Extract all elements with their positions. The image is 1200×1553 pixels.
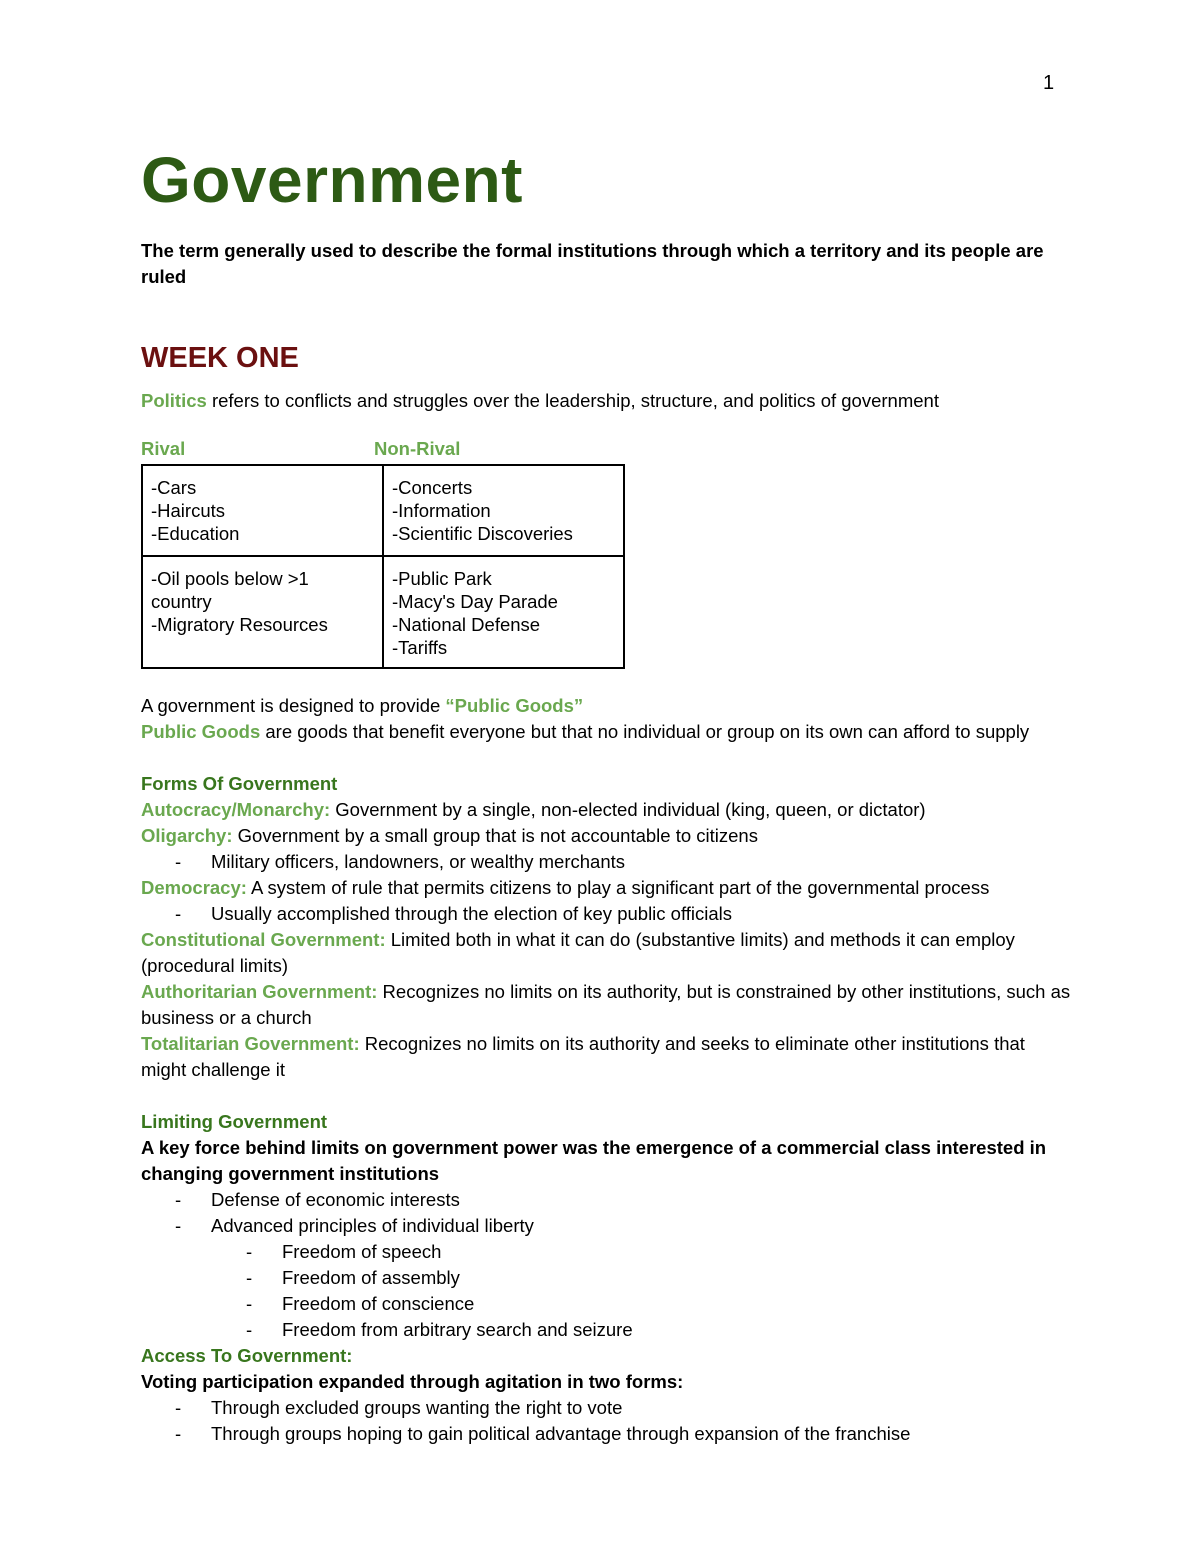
rival-table <box>141 464 625 669</box>
public-goods-definition <box>141 719 1071 745</box>
cell-item: -Cars <box>151 477 197 498</box>
forms-heading: Forms Of Government <box>141 773 338 794</box>
table-cell <box>142 556 383 668</box>
oligarchy-text: Government by a small group that is not accountable to citizens <box>232 825 758 846</box>
list-item: - Defense of economic interests <box>141 1187 1071 1213</box>
cell-item: -Concerts <box>392 477 473 498</box>
cell-item: -Education <box>151 523 240 544</box>
rival-table-headers <box>141 438 1071 464</box>
totalitarian-definition <box>141 1031 1071 1083</box>
title-definition: The term generally used to describe the formal institutions through which a territory and its people are ruled <box>141 240 1044 287</box>
politics-definition <box>141 388 1071 414</box>
public-goods-term: “Public Goods” <box>445 695 584 716</box>
sub-list-item: - Freedom of conscience <box>141 1291 1071 1317</box>
cell-item: -Oil pools below >1 country <box>151 568 309 612</box>
table-cell <box>383 465 624 556</box>
authoritarian-text: Recognizes no limits on its authority, but is constrained by other institutions, such as business or a church <box>141 981 1071 1028</box>
limiting-heading: Limiting Government <box>141 1111 328 1132</box>
democracy-text: A system of rule that permits citizens to play a significant part of the governmental process <box>246 877 990 898</box>
authoritarian-term: Authoritarian Government: <box>141 981 378 1002</box>
democracy-term: Democracy: <box>141 877 247 898</box>
constitutional-text: Limited both in what it can do (substantive limits) and methods it can employ (procedural limits) <box>141 929 1015 976</box>
autocracy-term: Autocracy/Monarchy: <box>141 799 331 820</box>
cell-item: -Macy's Day Parade <box>392 591 558 612</box>
cell-item: -Information <box>392 500 491 521</box>
table-row <box>142 556 624 668</box>
page-number: 1 <box>1043 72 1055 94</box>
oligarchy-definition <box>141 823 1071 849</box>
rival-header: Rival <box>141 438 186 459</box>
list-item: - Advanced principles of individual liberty <box>141 1213 1071 1239</box>
public-goods-def-text: are goods that benefit everyone but that no individual or group on its own can afford to supply <box>260 721 1030 742</box>
cell-item: -Public Park <box>392 568 492 589</box>
week-heading: WEEK ONE <box>141 342 299 374</box>
public-goods-def-term: Public Goods <box>141 721 261 742</box>
politics-term: Politics <box>141 390 207 411</box>
cell-item: -Haircuts <box>151 500 226 521</box>
sub-list-item: - Freedom from arbitrary search and seizure <box>141 1317 1071 1343</box>
sub-list-item: - Freedom of speech <box>141 1239 1071 1265</box>
oligarchy-term: Oligarchy: <box>141 825 233 846</box>
page-title: Government <box>141 144 523 216</box>
list-item: - Military officers, landowners, or wealthy merchants <box>141 849 1071 875</box>
list-item: - Through excluded groups wanting the right to vote <box>141 1395 1071 1421</box>
table-cell <box>383 556 624 668</box>
public-goods-intro <box>141 693 1071 719</box>
list-item: - Through groups hoping to gain political advantage through expansion of the franchise <box>141 1421 1071 1447</box>
cell-item: -National Defense <box>392 614 541 635</box>
democracy-definition <box>141 875 1071 901</box>
totalitarian-term: Totalitarian Government: <box>141 1033 360 1054</box>
access-heading: Access To Government: <box>141 1345 353 1366</box>
constitutional-definition <box>141 927 1071 979</box>
intro-text: A government is designed to provide <box>141 695 446 716</box>
cell-item: -Scientific Discoveries <box>392 523 573 544</box>
table-row <box>142 465 624 556</box>
constitutional-term: Constitutional Government: <box>141 929 386 950</box>
cell-item: -Migratory Resources <box>151 614 328 635</box>
cell-item: -Tariffs <box>392 637 448 658</box>
document-body <box>141 140 1071 1447</box>
autocracy-definition <box>141 797 1071 823</box>
access-lead: Voting participation expanded through agitation in two forms: <box>141 1371 684 1392</box>
non-rival-header: Non-Rival <box>374 438 461 459</box>
sub-list-item: - Freedom of assembly <box>141 1265 1071 1291</box>
list-item: - Usually accomplished through the election of key public officials <box>141 901 1071 927</box>
politics-text: refers to conflicts and struggles over the leadership, structure, and politics of government <box>206 390 939 411</box>
limiting-lead: A key force behind limits on government power was the emergence of a commercial class interested in changing government institutions <box>141 1137 1047 1184</box>
autocracy-text: Government by a single, non-elected individual (king, queen, or dictator) <box>330 799 926 820</box>
table-cell <box>142 465 383 556</box>
totalitarian-text: Recognizes no limits on its authority and seeks to eliminate other institutions that might challenge it <box>141 1033 1025 1080</box>
authoritarian-definition <box>141 979 1071 1031</box>
